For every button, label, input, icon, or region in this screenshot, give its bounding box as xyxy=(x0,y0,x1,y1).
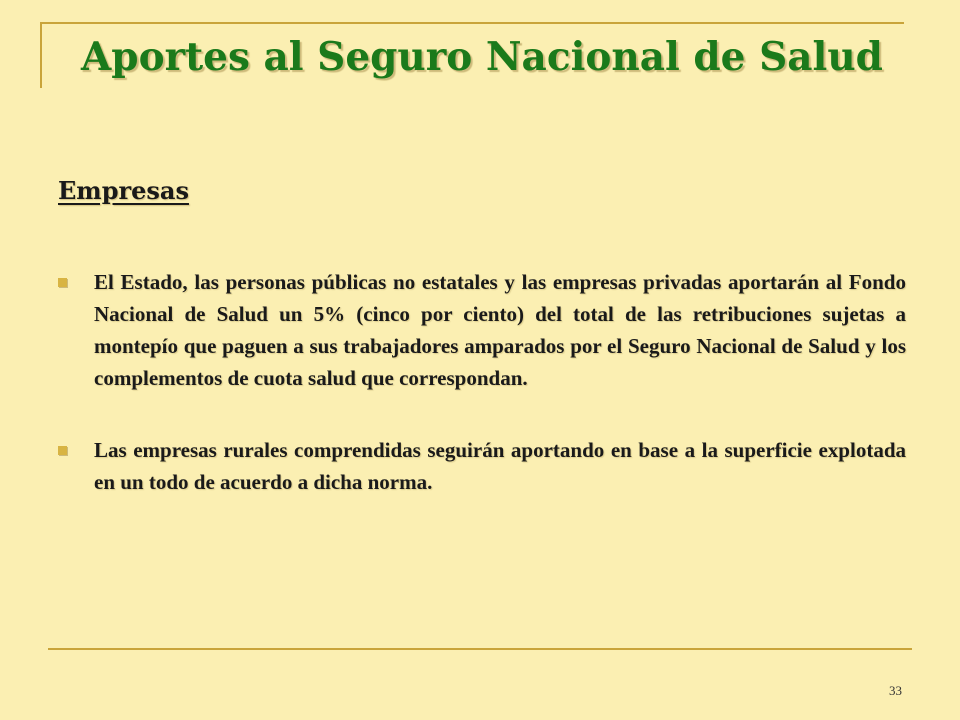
slide-title: Aportes al Seguro Nacional de Salud xyxy=(81,34,883,80)
square-bullet-icon xyxy=(58,278,67,287)
bullet-text: El Estado, las personas públicas no estatales y las empresas privadas aportarán al Fondo Nacional de Salud un 5% (cinco por ciento) del total de las retribuciones sujetas a montepío que paguen a sus trabajadores amparados por el Seguro Nacional de Salud y los complementos de cuota salud que correspondan. xyxy=(94,270,906,390)
list-item xyxy=(58,266,906,394)
bullet-text: Las empresas rurales comprendidas seguirán aportando en base a la superficie explotada en un todo de acuerdo a dicha norma. xyxy=(94,438,906,494)
bullet-list xyxy=(58,266,906,498)
footer-divider xyxy=(48,648,912,650)
list-item xyxy=(58,434,906,498)
section-heading: Empresas xyxy=(58,176,189,205)
square-bullet-icon xyxy=(58,446,67,455)
top-border-line xyxy=(40,22,904,24)
page-number: 33 xyxy=(889,683,902,698)
